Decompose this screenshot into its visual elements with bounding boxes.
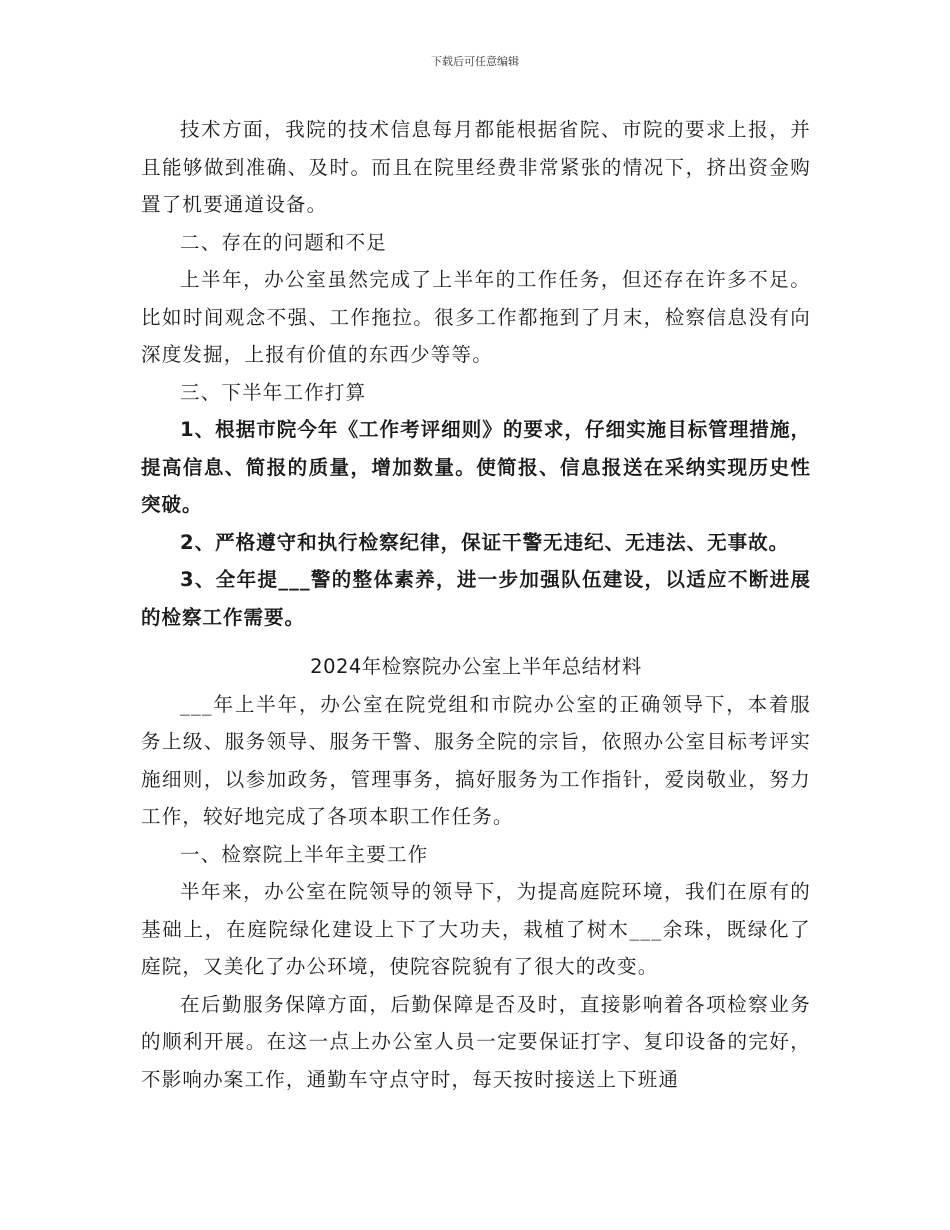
plan-item-3: 3、全年提___警的整体素养，进一步加强队伍建设，以适应不断进展的检察工作需要。 — [141, 568, 811, 629]
paragraph-logistics: 在后勤服务保障方面，后勤保障是否及时，直接影响着各项检察业务的顺利开展。在这一点上办公室人员一定要保证打字、复印设备的完好，不影响办案工作，通勤车守点守时，每天按时接送上下班通 — [141, 992, 811, 1091]
plan-item-2: 2、严格遵守和执行检察纪律，保证干警无违纪、无违法、无事故。 — [180, 530, 790, 554]
heading-plan: 三、下半年工作打算 — [180, 380, 367, 404]
page-header: 下载后可任意编辑 — [431, 55, 519, 68]
paragraph-intro: ___年上半年，办公室在院党组和市院办公室的正确领导下，本着服务上级、服务领导、服务干警、服务全院的宗旨，依照办公室目标考评实施细则，以参加政务，管理事务，搞好服务为工作指针，爱岗敬业，努力工作，较好地完成了各项本职工作任务。 — [141, 692, 811, 828]
paragraph-greening: 半年来，办公室在院领导的领导下，为提高庭院环境，我们在原有的基础上，在庭院绿化建设上下了大功夫，栽植了树木___余珠，既绿化了庭院，又美化了办公环境，使院容院貌有了很大的改变。 — [141, 880, 811, 978]
paragraph-tech: 技术方面，我院的技术信息每月都能根据省院、市院的要求上报，并且能够做到准确、及时。而且在院里经费非常紧张的情况下，挤出资金购置了机要通道设备。 — [141, 118, 811, 216]
document-title: 2024年检察院办公室上半年总结材料 — [310, 655, 642, 678]
heading-problems: 二、存在的问题和不足 — [180, 230, 388, 254]
document-body — [141, 111, 811, 1098]
plan-item-1: 1、根据市院今年《工作考评细则》的要求，仔细实施目标管理措施，提高信息、简报的质量，增加数量。使简报、信息报送在采纳实现历史性突破。 — [141, 418, 811, 516]
paragraph-problems: 上半年，办公室虽然完成了上半年的工作任务，但还存在许多不足。比如时间观念不强、工作拖拉。很多工作都拖到了月末，检察信息没有向深度发掘，上报有价值的东西少等等。 — [141, 268, 811, 366]
heading-main-work: 一、检察院上半年主要工作 — [180, 842, 429, 866]
